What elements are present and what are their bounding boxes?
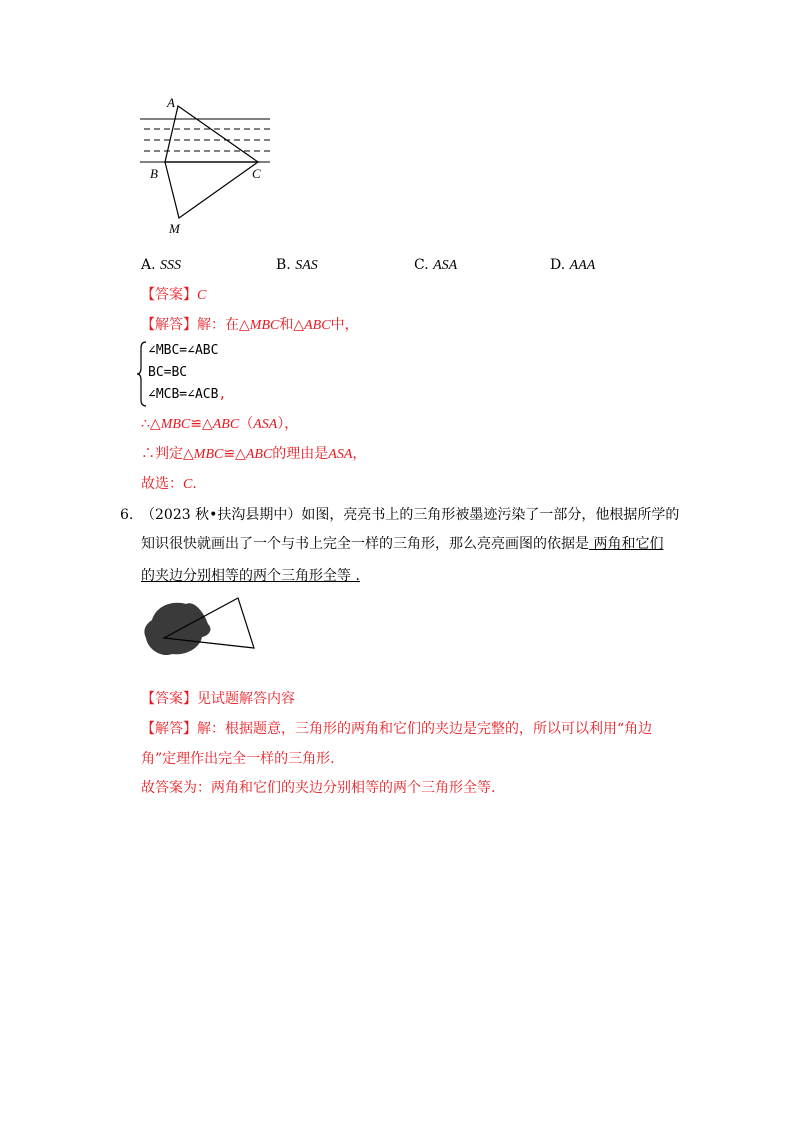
q6-solution-line-1 — [141, 719, 652, 739]
q5-answer — [141, 285, 206, 306]
q5-choose-value: C — [183, 477, 193, 492]
q5-c1-b: ≌△ — [190, 416, 213, 432]
q5-answer-tag: 【答案】 — [141, 287, 197, 303]
option-b-value: SAS — [295, 258, 318, 273]
q5-c1-c: （ — [239, 416, 254, 432]
label-a: A — [167, 95, 175, 110]
q6-answer-value: 见试题解答内容 — [197, 691, 295, 707]
q5-solution-intro — [141, 315, 359, 336]
q6-solution-tag: 【解答】 — [141, 721, 197, 737]
option-b — [276, 255, 318, 276]
system-line-2: BC=BC — [148, 365, 188, 380]
option-c-value: ASA — [433, 258, 458, 273]
q6-line-1: （2023 秋•扶沟县期中）如图，亮亮书上的三角形被墨迹污染了一部分，他根据所学的 — [141, 507, 680, 523]
triangle-mbc — [165, 162, 258, 218]
system-line-1: ∠MBC=∠ABC — [148, 343, 219, 358]
system-brace — [136, 340, 148, 408]
q6-answer — [141, 689, 295, 709]
q6-answer-tag: 【答案】 — [141, 691, 197, 707]
q5-c2-abc: ABC — [245, 447, 273, 462]
option-c — [414, 255, 457, 276]
q5-choose — [141, 474, 197, 495]
label-b: B — [150, 166, 158, 181]
ink-blot — [144, 603, 210, 655]
q5-c1-mbc: MBC — [160, 417, 191, 432]
q5-tri-mbc: MBC — [249, 318, 280, 333]
option-c-key: C. — [414, 257, 429, 273]
system-line-3 — [148, 384, 226, 406]
q6-line-3 — [141, 566, 360, 586]
q5-c2-b: ≌△ — [223, 446, 246, 462]
q5-answer-value: C — [197, 288, 207, 303]
option-a-value: SSS — [160, 258, 182, 273]
figure-triangle-river — [130, 90, 280, 240]
q5-c2-a: ∴判定△ — [141, 446, 194, 462]
q6-line-2 — [141, 534, 663, 554]
q5-solution-intro-end: 中， — [330, 317, 359, 333]
q5-choose-end: . — [192, 476, 197, 492]
option-d — [550, 255, 595, 276]
q5-c2-c: 的理由是 — [272, 446, 329, 462]
option-d-key: D. — [550, 257, 566, 273]
q6-line-2-text: 知识很快就画出了一个与书上完全一样的三角形，那么亮亮画图的依据是 — [141, 536, 589, 552]
system-line-3-text: ∠MCB=∠ACB — [148, 387, 219, 402]
q5-c1-a: ∴△ — [141, 416, 161, 432]
q6-solution-text-1: 解：根据题意，三角形的两角和它们的夹边是完整的，所以可以利用“角边 — [197, 721, 653, 737]
label-c: C — [252, 166, 261, 181]
q5-conclusion-1 — [141, 414, 298, 435]
q5-conclusion-2 — [141, 444, 366, 465]
figure-ink-triangle — [138, 590, 268, 665]
triangle-abc — [165, 106, 258, 162]
q5-c2-d: ASA — [328, 447, 353, 462]
system-line-3-end: , — [218, 387, 227, 402]
q6-solution-line-2: 角”定理作出完全一样的三角形. — [141, 751, 335, 767]
q5-tri-abc: ABC — [304, 318, 331, 333]
q5-solution-intro-text: 解：在△ — [197, 317, 250, 333]
q5-solution-tag: 【解答】 — [141, 317, 197, 333]
q5-c1-abc: ABC — [212, 417, 240, 432]
q6-blank-part-2: 的夹边分别相等的两个三角形全等 — [141, 568, 351, 584]
q5-choose-label: 故选： — [141, 476, 183, 492]
q6-blank-part-1: 两角和它们 — [589, 536, 664, 552]
q5-solution-intro-and: 和△ — [279, 317, 305, 333]
q6-number: 6. — [120, 507, 134, 523]
option-d-value: AAA — [569, 258, 596, 273]
q6-line-3-end: . — [351, 568, 360, 584]
q5-c2-mbc: MBC — [193, 447, 224, 462]
option-b-key: B. — [276, 257, 291, 273]
q5-c1-e: ）， — [277, 416, 299, 432]
q5-c2-e: ， — [352, 446, 367, 462]
q6-final-answer: 故答案为：两角和它们的夹边分别相等的两个三角形全等. — [141, 780, 496, 796]
option-a-key: A. — [141, 257, 156, 273]
q5-c1-d: ASA — [253, 417, 278, 432]
option-a — [141, 255, 181, 276]
label-m: M — [169, 221, 180, 236]
